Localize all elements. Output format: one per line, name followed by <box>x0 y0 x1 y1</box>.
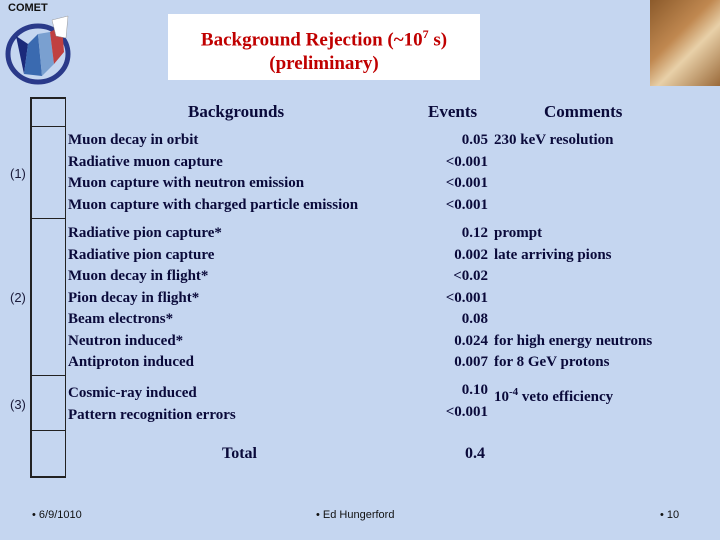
group-3-events <box>410 380 488 423</box>
page-title: Background Rejection ($\sim 10^7$ s) (preliminary) <box>200 27 448 75</box>
event-value: 0.002 <box>454 246 488 263</box>
event-value: 0.12 <box>461 225 488 241</box>
comment: $10^{-4}$ veto efficiency <box>494 386 614 405</box>
list-item: Muon capture with neutron emission <box>68 175 305 191</box>
comment: for high energy neutrons <box>494 332 653 349</box>
comment: prompt <box>494 225 543 241</box>
table-row-divider <box>30 126 66 127</box>
group-2-events <box>410 223 488 374</box>
total-label: Total <box>222 445 257 462</box>
header-backgrounds: Backgrounds <box>188 102 285 121</box>
table-divider-label <box>65 97 66 477</box>
list-item: Antiproton induced <box>68 354 195 370</box>
list-item: Muon decay in flight* <box>68 268 209 284</box>
table-border-left <box>30 97 32 477</box>
group-1-comments <box>494 130 613 152</box>
event-value: <0.001 <box>445 175 488 191</box>
event-value: <0.001 <box>445 196 488 213</box>
header-events: Events <box>428 102 478 121</box>
list-item: Radiative pion capture <box>68 246 215 263</box>
event-value: <0.001 <box>445 289 488 306</box>
comment <box>494 288 652 310</box>
group-label: (1) <box>10 166 26 181</box>
list-item: Muon capture with charged particle emission <box>68 196 359 213</box>
group-2-comments <box>494 223 652 374</box>
table-border-top <box>30 97 66 99</box>
comment <box>494 309 652 331</box>
event-value: 0.024 <box>454 332 488 349</box>
event-value: <0.001 <box>445 403 488 420</box>
event-value: <0.02 <box>453 268 488 284</box>
event-value: 0.007 <box>454 354 488 370</box>
comet-logo-icon <box>2 14 74 86</box>
list-item: Beam electrons* <box>68 311 174 327</box>
cougar-photo <box>650 0 720 86</box>
logo-text: COMET <box>8 2 48 14</box>
group-label: (3) <box>10 397 26 412</box>
group-1-items <box>68 130 358 216</box>
event-value: 0.08 <box>461 311 488 327</box>
list-item: Muon decay in orbit <box>68 132 199 148</box>
footer-date: • 6/9/1010 <box>32 509 82 521</box>
list-item: Pion decay in flight* <box>68 289 200 306</box>
list-item: Neutron induced* <box>68 332 184 349</box>
group-2-items <box>68 223 222 374</box>
list-item: Radiative pion capture* <box>68 225 222 241</box>
table-row-divider <box>30 375 66 376</box>
group-label: (2) <box>10 290 26 305</box>
comment <box>494 266 652 288</box>
comment: for 8 GeV protons <box>494 354 610 370</box>
group-1-events <box>410 130 488 216</box>
event-value: 0.10 <box>461 382 488 398</box>
event-value: 0.05 <box>461 132 488 148</box>
table-border-bottom <box>30 476 66 478</box>
header-comments: Comments <box>544 102 623 121</box>
footer-page-number: • 10 <box>660 509 680 521</box>
comment: 230 keV resolution <box>494 132 614 148</box>
list-item: Radiative muon capture <box>68 153 223 170</box>
table-row-divider <box>30 430 66 431</box>
list-item: Cosmic-ray induced <box>68 385 197 401</box>
group-3-items <box>68 383 236 426</box>
footer-author: • Ed Hungerford <box>316 509 395 521</box>
list-item: Pattern recognition errors <box>68 406 236 423</box>
comment: late arriving pions <box>494 246 612 263</box>
table-row-divider <box>30 218 66 219</box>
event-value: <0.001 <box>445 153 488 170</box>
total-value: 0.4 <box>465 445 485 462</box>
